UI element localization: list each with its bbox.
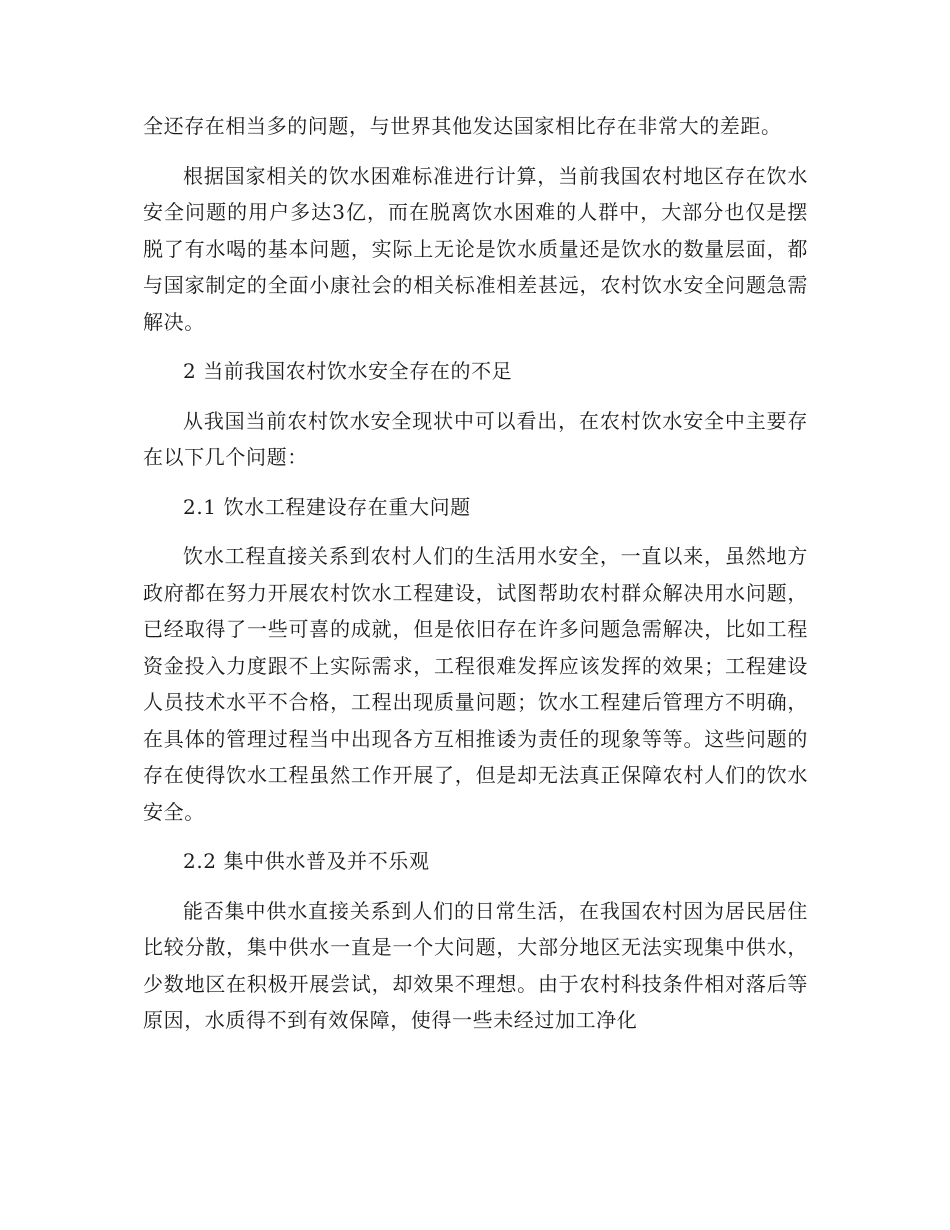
paragraph-water-difficulty-stats: 根据国家相关的饮水困难标准进行计算，当前我国农村地区存在饮水安全问题的用户多达3亿，而在脱离饮水困难的人群中，大部分也仅是摆脱了有水喝的基本问题，实际上无论是饮水质量还是饮水的数量层面，都与国家制定的全面小康社会的相关标准相差甚远，农村饮水安全问题急需解决。 — [143, 163, 808, 334]
subsection-heading-2-2: 2.2 集中供水普及并不乐观 — [183, 849, 430, 873]
paragraph-centralized-supply: 能否集中供水直接关系到人们的日常生活，在我国农村因为居民居住比较分散，集中供水一直是一个大问题，大部分地区无法实现集中供水，少数地区在积极开展尝试，却效果不理想。由于农村科技条件相对落后等原因，水质得不到有效保障，使得一些未经过加工净化 — [143, 898, 808, 1032]
document-body — [143, 108, 808, 1052]
subsection-heading-2-1: 2.1 饮水工程建设存在重大问题 — [183, 494, 471, 519]
section-heading-2: 2 当前我国农村饮水安全存在的不足 — [183, 359, 513, 383]
paragraph-section-2-intro: 从我国当前农村饮水安全现状中可以看出，在农村饮水安全中主要存在以下几个问题： — [143, 408, 808, 469]
paragraph-engineering-problems: 饮水工程直接关系到农村人们的生活用水安全，一直以来，虽然地方政府都在努力开展农村饮水工程建设，试图帮助农村群众解决用水问题，已经取得了一些可喜的成就，但是依旧存在许多问题急需解决，比如工程资金投入力度跟不上实际需求，工程很难发挥应该发挥的效果；工程建设人员技术水平不合格，工程出现质量问题；饮水工程建后管理方不明确，在具体的管理过程当中出现各方互相推诿为责任的现象等等。这些问题的存在使得饮水工程虽然工作开展了，但是却无法真正保障农村人们的饮水安全。 — [143, 544, 808, 824]
paragraph-continuation: 全还存在相当多的问题，与世界其他发达国家相比存在非常大的差距。 — [143, 114, 782, 138]
